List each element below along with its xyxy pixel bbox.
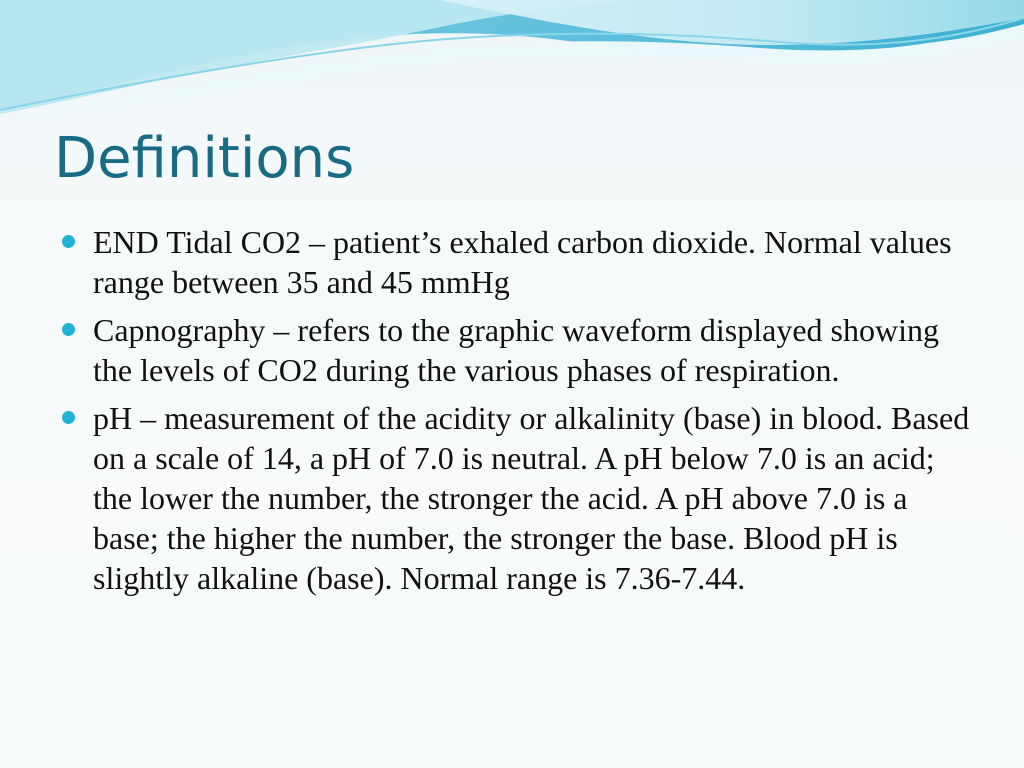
definition-text: pH – measurement of the acidity or alkalinity (base) in blood. Based on a scale of 14, a pH of 7.0 is neutral. A pH below 7.0 is an acid; the lower the number, the stronger the acid. A pH above 7.0 is a base; the higher the number, the stronger the base. Blood pH is slightly alkaline (base). Normal range is 7.36-7.44.	[93, 400, 970, 596]
bullet-icon	[62, 235, 75, 248]
wave-header-graphic	[0, 0, 1024, 120]
definition-text: END Tidal CO2 – patient’s exhaled carbon dioxide. Normal values range between 35 and 45 mmHg	[93, 224, 952, 300]
list-item	[60, 310, 970, 390]
bullet-icon	[62, 323, 75, 336]
definition-list	[60, 222, 970, 606]
bullet-icon	[62, 411, 75, 424]
definition-text: Capnography – refers to the graphic waveform displayed showing the levels of CO2 during the various phases of respiration.	[93, 312, 939, 388]
list-item	[60, 398, 970, 598]
list-item	[60, 222, 970, 302]
page-title: Definitions	[54, 126, 355, 191]
